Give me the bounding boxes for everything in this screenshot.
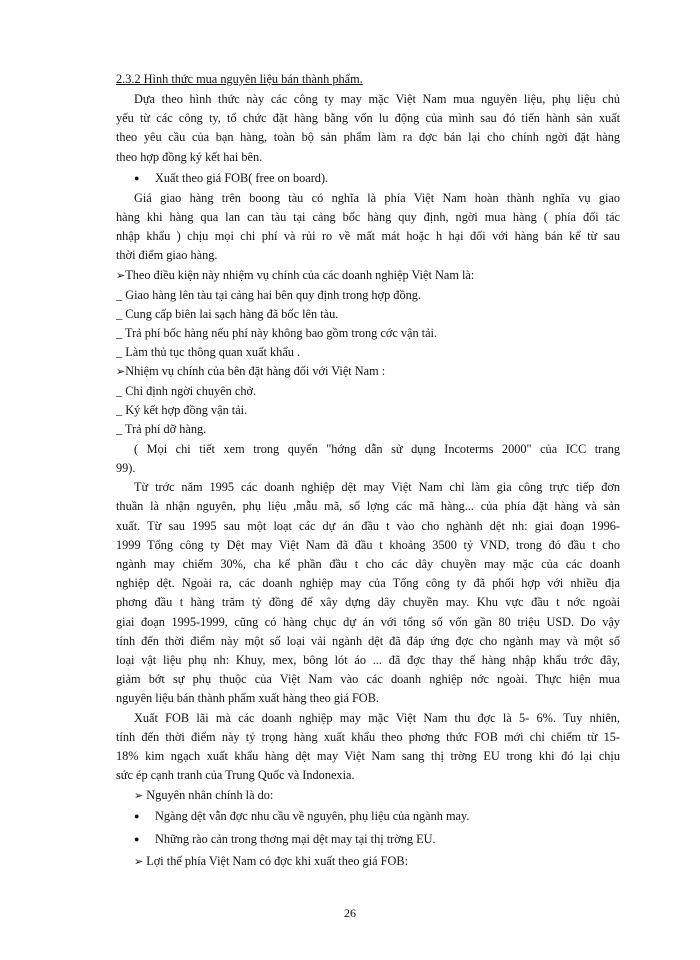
para3-line: phơng đầu t hàng trăm tỷ đồng để xây dựng dây chuyền may. Khu vực đầu t nớc ngoài	[116, 595, 620, 609]
bullet-icon: ●	[134, 834, 140, 844]
para1-line: theo yêu cầu của bạn hàng, toàn bộ sản phẩm làm ra đợc bán lại cho chính ngời đặt hàng	[116, 130, 620, 144]
para4-line: 18% kim ngạch xuất khẩu hàng dệt may Việt Nam sang thị trờng EU trong khi đó lại chịu	[116, 749, 620, 763]
para4-line: tính đến thời điểm này tỷ trọng hàng xuất khẩu theo phơng thức FOB mới chỉ chiếm từ 15-	[116, 730, 620, 744]
reasons-title: ➢ Nguyên nhân chính là do:	[134, 788, 274, 802]
para3-line: nghiệp dệt. Ngoài ra, các doanh nghiệp may của Tổng công ty đã phối hợp với nhiều địa	[116, 576, 620, 590]
bullet-fob: Xuất theo giá FOB( free on board).	[155, 171, 329, 185]
para3-line: loại vật liệu phụ nh: Khuy, mex, bông lót áo ... đã đợc thay thế hàng nhập khẩu trớc đây,	[116, 653, 620, 667]
para3-line: xuất. Từ sau 1995 sau một loạt các dự án đầu t vào cho nghành dệt nh: giai đoạn 1996-	[116, 519, 620, 533]
section-heading: 2.3.2 Hình thức mua nguyên liệu bán thành phẩm.	[116, 72, 363, 86]
vn-duty-item: _ Giao hàng lên tàu tại cảng hai bên quy định trong hợp đồng.	[116, 288, 421, 302]
arrow-icon: ➢	[134, 790, 144, 802]
para3-line: giảm bớt sự phụ thuộc của Việt Nam vào các doanh nghiệp nớc ngoài. Thực hiện mua	[116, 672, 620, 686]
buyer-duty-title: ➢Nhiệm vụ chính của bên đặt hàng đối với Việt Nam :	[116, 364, 386, 378]
reason-item: Những rào cản trong thơng mại dệt may tại thị trờng EU.	[155, 832, 436, 846]
para1-line: theo hợp đồng ký kết hai bên.	[116, 150, 263, 164]
bullet-icon: ●	[134, 173, 140, 183]
para4-line: sức ép cạnh tranh của Trung Quốc và Indonexia.	[116, 768, 355, 782]
para3-line: tính đến thời điểm này một số loại vải ngành dệt đã đáp ứng đợc cho ngành may và một số	[116, 634, 620, 648]
arrow-icon: ➢	[116, 270, 126, 282]
buyer-duty-item: _ Chỉ định ngời chuyên chở.	[116, 384, 257, 398]
para3-line: ngành may chiếm 30%, cha kể phần đầu t cho các dây chuyền may mặc của các doanh	[116, 557, 620, 571]
buyer-duty-item: _ Ký kết hợp đồng vận tải.	[116, 403, 248, 417]
para3-line: 1999 Tổng công ty Dệt may Việt Nam đã đầu t khoảng 3500 tỷ VND, trong đó đầu t cho	[116, 538, 620, 552]
ref-note-line: ( Mọi chi tiết xem trong quyển "hớng dẫn sử dụng Incoterms 2000" của ICC trang	[134, 442, 620, 456]
para2-line: hàng khi hàng qua lan can tàu tại cảng bốc hàng quy định, ngời mua hàng ( phía đối tác	[116, 210, 620, 224]
para1-line: Dựa theo hình thức này các công ty may mặc Việt Nam mua nguyên liệu, phụ liệu chủ	[134, 92, 620, 106]
arrow-icon: ➢	[116, 366, 126, 378]
para3-line: nguyên liệu bán thành phẩm xuất hàng theo giá FOB.	[116, 691, 379, 705]
vn-duty-item: _ Cung cấp biên lai sạch hàng đã bốc lên tàu.	[116, 307, 339, 321]
page-number: 26	[344, 906, 356, 920]
para4-line: Xuất FOB lãi mà các doanh nghiệp may mặc Việt Nam thu đợc là 5- 6%. Tuy nhiên,	[134, 711, 620, 725]
para2-line: Giá giao hàng trên boong tàu có nghĩa là phía Việt Nam hoàn thành nghĩa vụ giao	[134, 191, 620, 205]
vn-duty-title: ➢Theo điều kiện này nhiệm vụ chính của các doanh nghiệp Việt Nam là:	[116, 268, 475, 282]
para1-line: yếu từ các công ty, tổ chức đặt hàng bằng vốn lu động của mình sau đó tiến hành sản xuất	[116, 111, 620, 125]
vn-duty-item: _ Trả phí bốc hàng nếu phí này không bao gồm trong cớc vận tải.	[116, 326, 438, 340]
ref-note-line: 99).	[116, 461, 136, 475]
reason-item: Ngàng dệt vẫn đợc nhu cầu về nguyên, phụ liệu của ngành may.	[155, 809, 470, 823]
arrow-icon: ➢	[134, 856, 144, 868]
para2-line: thời điểm giao hàng.	[116, 248, 218, 262]
buyer-duty-item: _ Trả phí dỡ hàng.	[116, 422, 207, 436]
para3-line: thuần là nhận nguyên, phụ liệu ,mẫu mã, số lợng các mã hàng... của phía đặt hàng và sản	[116, 499, 620, 513]
para3-line: Từ trớc năm 1995 các doanh nghiệp dệt may Việt Nam chỉ làm gia công trực tiếp đơn	[134, 480, 620, 494]
para3-line: giai đoạn 1995-1999, cũng có hàng chục dự án với tổng số vốn gần 80 triệu USD. Do vậy	[116, 615, 620, 629]
advantage-title: ➢ Lợi thế phía Việt Nam có đợc khi xuất theo giá FOB:	[134, 854, 408, 868]
para2-line: nhập khẩu ) chịu mọi chi phí và rủi ro về mất mát hoặc h hại đối với hàng bán kể từ sau	[116, 229, 620, 243]
bullet-icon: ●	[134, 811, 140, 821]
vn-duty-item: _ Làm thủ tục thông quan xuất khẩu .	[116, 345, 301, 359]
